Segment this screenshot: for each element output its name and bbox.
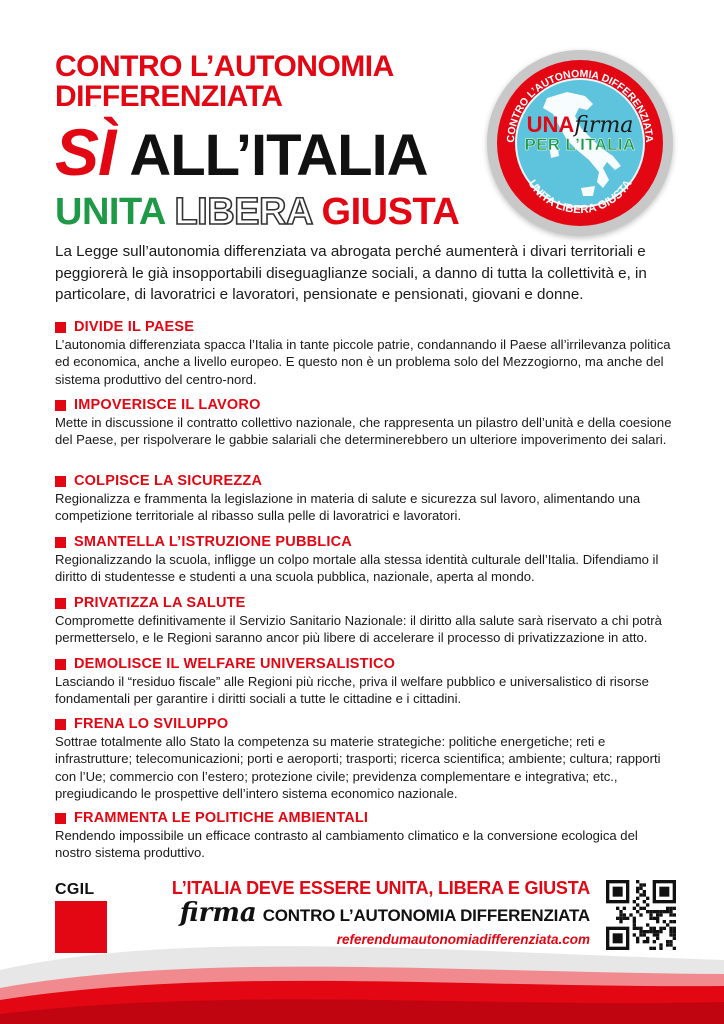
cgil-red-flag-icon [55,901,107,953]
intro-paragraph: La Legge sull’autonomia differenziata va abrogata perché aumenterà i divari territoriali e peggiorerà le già insopportabili diseguaglianze sociali, a danno di tutta la collettività e, in particolare, di lavoratrici e lavoratori, pensionate e pensionati, giovani e donne. [55,243,647,303]
section-sicurezza [55,473,677,525]
campaign-badge-logo [487,50,673,236]
word-giusta: GIUSTA [321,191,460,233]
kicker-line-1: CONTRO L’AUTONOMIA [55,50,394,83]
section-text: Regionalizzando la scuola, infligge un colpo mortale alla stessa identità culturale dell’Italia. Difendiamo il diritto di studentesse e studenti a una scuola pubblica, nazionale, aperta al mondo. [55,552,659,585]
section-title: FRENA LO SVILUPPO [74,716,229,732]
section-title: DIVIDE IL PAESE [74,319,195,335]
badge-una-firma [520,114,640,137]
word-unita: UNITA [55,191,165,233]
section-text: Mette in discussione il contratto collettivo nazionale, che rappresenta un pilastro dell’unità e della coesione del Paese, per rispolverare le gabbie salariali che determinerebbero un ulteriore impoverimento dei salari. [55,415,672,448]
section-salute [55,595,677,647]
square-bullet-icon [55,813,66,824]
square-bullet-icon [55,719,66,730]
section-title: SMANTELLA L’ISTRUZIONE PUBBLICA [74,534,352,550]
section-title: COLPISCE LA SICUREZZA [74,473,263,489]
square-bullet-icon [55,400,66,411]
tricolor-slogan [55,192,475,232]
badge-per-italia: PER L’ITALIA [524,135,636,154]
footer-contro: CONTRO L’AUTONOMIA DIFFERENZIATA [262,906,590,925]
section-text: Regionalizza e frammenta la legislazione in materia di salute e sicurezza sul lavoro, alimentando una competizione territoriale al ribasso sulla pelle di lavoratrici e lavoratori. [55,491,641,524]
referendum-website-link[interactable]: referendumautonomiadifferenziata.com [336,932,590,947]
badge-una: UNA [526,112,575,137]
section-istruzione [55,534,677,586]
badge-arc-top: CONTRO L’AUTONOMIA DIFFERENZIATA [504,67,656,143]
section-welfare [55,656,677,708]
slogan-all-italia: ALL’ITALIA [129,123,428,188]
section-text: L’autonomia differenziata spacca l’Italia in tante piccole patrie, condannando il Paese all’irrilevanza politica ed economica, anche a livello europeo. E questo non è un problema solo del Mezzogiorno, ma anche del sistema produttivo del centro-nord. [55,337,671,387]
section-text: Sottrae totalmente allo Stato la competenza su materie strategiche: politiche energetiche; reti e infrastrutture; telecomunicazioni; porti e aeroporti; trasporti; ricerca scientifica; ambiente; cultura; rapporti con l’Ue; commercio con l’estero; protezione civile; previdenza complementare e integrativa; etc., pregiudicando le prospettive dell’intero sistema economico nazionale. [55,734,661,802]
section-title: IMPOVERISCE IL LAVORO [74,397,261,413]
cgil-logo [55,881,109,953]
section-text: Lasciando il “residuo fiscale” alle Regioni più ricche, priva il welfare pubblico e universalistico di risorse fondamentali per garantire i diritti sociali a tutte le cittadine e i cittadini. [55,674,649,707]
square-bullet-icon [55,598,66,609]
footer-call-to-action [120,899,590,931]
headline-block [55,52,475,232]
word-libera: LIBERA [174,191,312,233]
section-text: Rendendo impossibile un efficace contrasto al cambiamento climatico e la conversione ecologica del nostro sistema produttivo. [55,828,638,861]
kicker-line-2: DIFFERENZIATA [55,80,283,113]
badge-arc-bottom: UNITA LIBERA GIUSTA [525,178,635,217]
main-slogan [55,115,475,189]
badge-firma: firma [574,113,634,138]
cgil-text: CGIL [55,881,95,898]
square-bullet-icon [55,659,66,670]
section-title: DEMOLISCE IL WELFARE UNIVERSALISTICO [74,656,396,672]
qr-code-icon[interactable] [606,880,676,950]
slogan-si: SÌ [55,115,116,189]
section-title: FRAMMENTA LE POLITICHE AMBIENTALI [74,810,369,826]
square-bullet-icon [55,476,66,487]
section-title: PRIVATIZZA LA SALUTE [74,595,246,611]
section-sviluppo [55,716,677,803]
section-impoverisce [55,397,677,449]
footer-slogan: L’ITALIA DEVE ESSERE UNITA, LIBERA E GIUSTA [171,878,590,898]
section-ambientali [55,810,677,862]
square-bullet-icon [55,322,66,333]
footer-firma: firma [179,898,257,928]
section-divide [55,319,677,388]
square-bullet-icon [55,537,66,548]
section-text: Compromette definitivamente il Servizio Sanitario Nazionale: il diritto alla salute sarà riservato a chi potrà permetterselo, e le Regioni saranno ancor più libere di accelerare il processo di privatizzazione in atto. [55,613,662,646]
